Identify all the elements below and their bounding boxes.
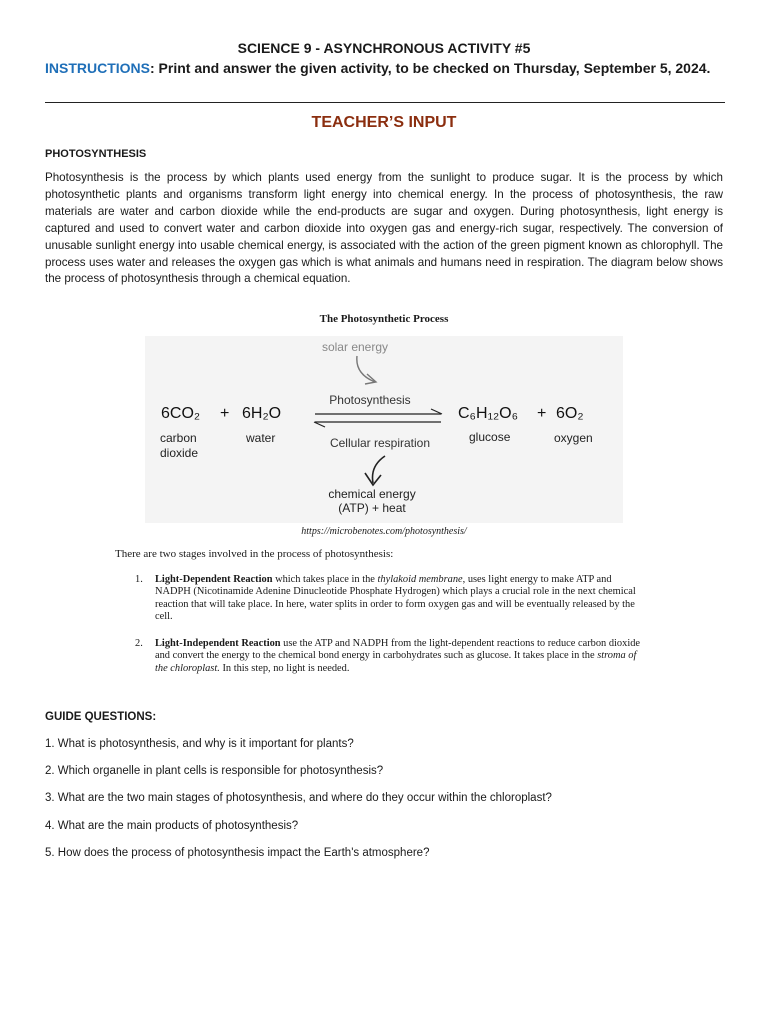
guide-question-4: 4. What are the main products of photosynthesis? xyxy=(45,820,299,832)
plus-sign-left: + xyxy=(220,405,230,422)
activity-title: SCIENCE 9 - ASYNCHRONOUS ACTIVITY #5 xyxy=(237,40,531,56)
guide-questions-title: GUIDE QUESTIONS: xyxy=(45,711,157,723)
stage-italic: stroma of the chloroplast. xyxy=(155,650,637,674)
solar-energy-label: solar energy xyxy=(321,340,389,354)
plus-sign-right: + xyxy=(537,405,547,422)
product-o2: 6O₂ xyxy=(556,405,584,422)
stage-text: , uses light energy to make ATP and NADPH (Nicotinamide Adenine Dinucleotide Phosphate Hydrogen) which plays a crucial role in the next chemical reaction that will take place. In here, water splits in order to form oxygen gas and will be eventually released by the cell. xyxy=(155,574,636,623)
guide-question-3: 3. What are the two main stages of photosynthesis, and where do they occur within the chloroplast? xyxy=(45,792,552,804)
product-glucose: C₆H₁₂O₆ xyxy=(458,405,519,422)
figure-source: https://microbenotes.com/photosynthesis/ xyxy=(301,526,467,537)
stage-body xyxy=(155,574,643,624)
carbon-label: carbon xyxy=(160,431,197,445)
instructions xyxy=(45,57,725,79)
teacher-input-heading: TEACHER’S INPUT xyxy=(311,114,457,131)
reactant-h2o: 6H₂O xyxy=(242,405,282,422)
section-title: PHOTOSYNTHESIS xyxy=(45,148,147,160)
stage-name: Light-Independent Reaction xyxy=(155,638,281,649)
header-divider xyxy=(45,102,725,103)
atp-heat-label: (ATP) + heat xyxy=(338,501,406,515)
stage-name: Light-Dependent Reaction xyxy=(155,574,273,585)
reverse-arrowhead-icon xyxy=(314,422,325,427)
forward-arrowhead-icon xyxy=(431,409,442,414)
photosynthesis-diagram xyxy=(145,336,623,523)
chemical-energy-label: chemical energy xyxy=(328,487,416,501)
reverse-label: Cellular respiration xyxy=(329,436,431,450)
stage-text: which takes place in the xyxy=(272,574,378,585)
stage-text: In this step, no light is needed. xyxy=(219,662,350,674)
guide-question-2: 2. Which organelle in plant cells is responsible for photosynthesis? xyxy=(45,765,384,777)
instructions-text: : Print and answer the given activity, to be checked on Thursday, September 5, 2024. xyxy=(150,60,711,76)
intro-paragraph: Photosynthesis is the process by which plants used energy from the sunlight to produce sugar. It is the process by which photosynthetic plants and organisms transform light energy into chemical energy. In the process of photosynthesis, the raw materials are water and carbon dioxide while the end-products are sugar and oxygen. During photosynthesis, light energy is captured and used to convert water and carbon dioxide into oxygen gas and energy-rich sugar, respectively. The conversion of unusable sunlight energy into usable chemical energy, is associated with the action of the green pigment known as chlorophyll. The process uses water and releases the oxygen gas which is what animals and humans need in respiration. The diagram below shows the process of photosynthesis through a chemical equation. xyxy=(45,171,723,286)
dioxide-label: dioxide xyxy=(160,446,199,460)
stage-number: 1. xyxy=(135,574,143,585)
stage-body xyxy=(155,638,643,675)
forward-label: Photosynthesis xyxy=(329,393,411,407)
reactant-co2: 6CO₂ xyxy=(161,405,201,422)
oxygen-label: oxygen xyxy=(554,431,593,445)
instructions-label: INSTRUCTIONS xyxy=(45,60,150,76)
guide-question-1: 1. What is photosynthesis, and why is it important for plants? xyxy=(45,738,354,750)
water-label: water xyxy=(246,431,276,445)
figure-title: The Photosynthetic Process xyxy=(319,313,449,325)
stage-italic: thylakoid membrane xyxy=(377,574,463,585)
glucose-label: glucose xyxy=(469,430,511,444)
solar-arrowhead-icon xyxy=(365,374,376,384)
guide-question-5: 5. How does the process of photosynthesis impact the Earth's atmosphere? xyxy=(45,847,430,859)
stage-text: use the ATP and NADPH from the light-dependent reactions to reduce carbon dioxide and convert the energy to the chemical bond energy in carbohydrates such as glucose. It takes place in the xyxy=(155,638,641,662)
stages-intro: There are two stages involved in the process of photosynthesis: xyxy=(115,548,394,560)
stage-number: 2. xyxy=(135,638,143,649)
